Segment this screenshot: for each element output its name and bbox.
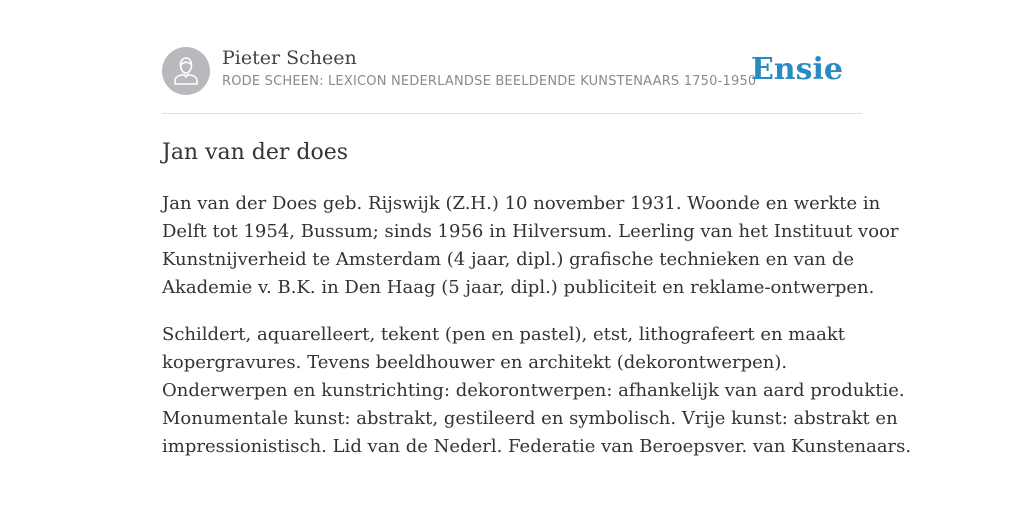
entry-title: Jan van der does [162,140,349,165]
text-line: Kunstnijverheid te Amsterdam (4 jaar, dipl.) grafische technieken en van de [162,249,855,270]
paragraph-work [162,321,912,461]
source-title[interactable]: RODE SCHEEN: LEXICON NEDERLANDSE BEELDENDE KUNSTENAARS 1750-1950 [222,74,757,89]
brand-logo[interactable]: Ensie [750,52,843,87]
entry-body [162,190,912,480]
user-silhouette-icon [162,47,210,95]
author-avatar[interactable] [162,47,210,95]
text-line: impressionistisch. Lid van de Nederl. Federatie van Beroepsver. van Kunstenaars. [162,436,912,457]
text-line: Jan van der Does geb. Rijswijk (Z.H.) 10 november 1931. Woonde en werkte in [162,193,881,214]
text-line: kopergravures. Tevens beeldhouwer en architekt (dekorontwerpen). [162,352,788,373]
text-line: Delft tot 1954, Bussum; sinds 1956 in Hilversum. Leerling van het Instituut voor [162,221,899,242]
author-name[interactable]: Pieter Scheen [222,47,357,69]
text-line: Akademie v. B.K. in Den Haag (5 jaar, dipl.) publiciteit en reklame-ontwerpen. [162,277,875,298]
text-line: Onderwerpen en kunstrichting: dekorontwerpen: afhankelijk van aard produktie. [162,380,905,401]
entry-header [162,46,862,96]
text-line: Schildert, aquarelleert, tekent (pen en pastel), etst, lithografeert en maakt [162,324,845,345]
header-divider [162,113,862,114]
paragraph-biography [162,190,899,302]
text-line: Monumentale kunst: abstrakt, gestileerd en symbolisch. Vrije kunst: abstrakt en [162,408,898,429]
